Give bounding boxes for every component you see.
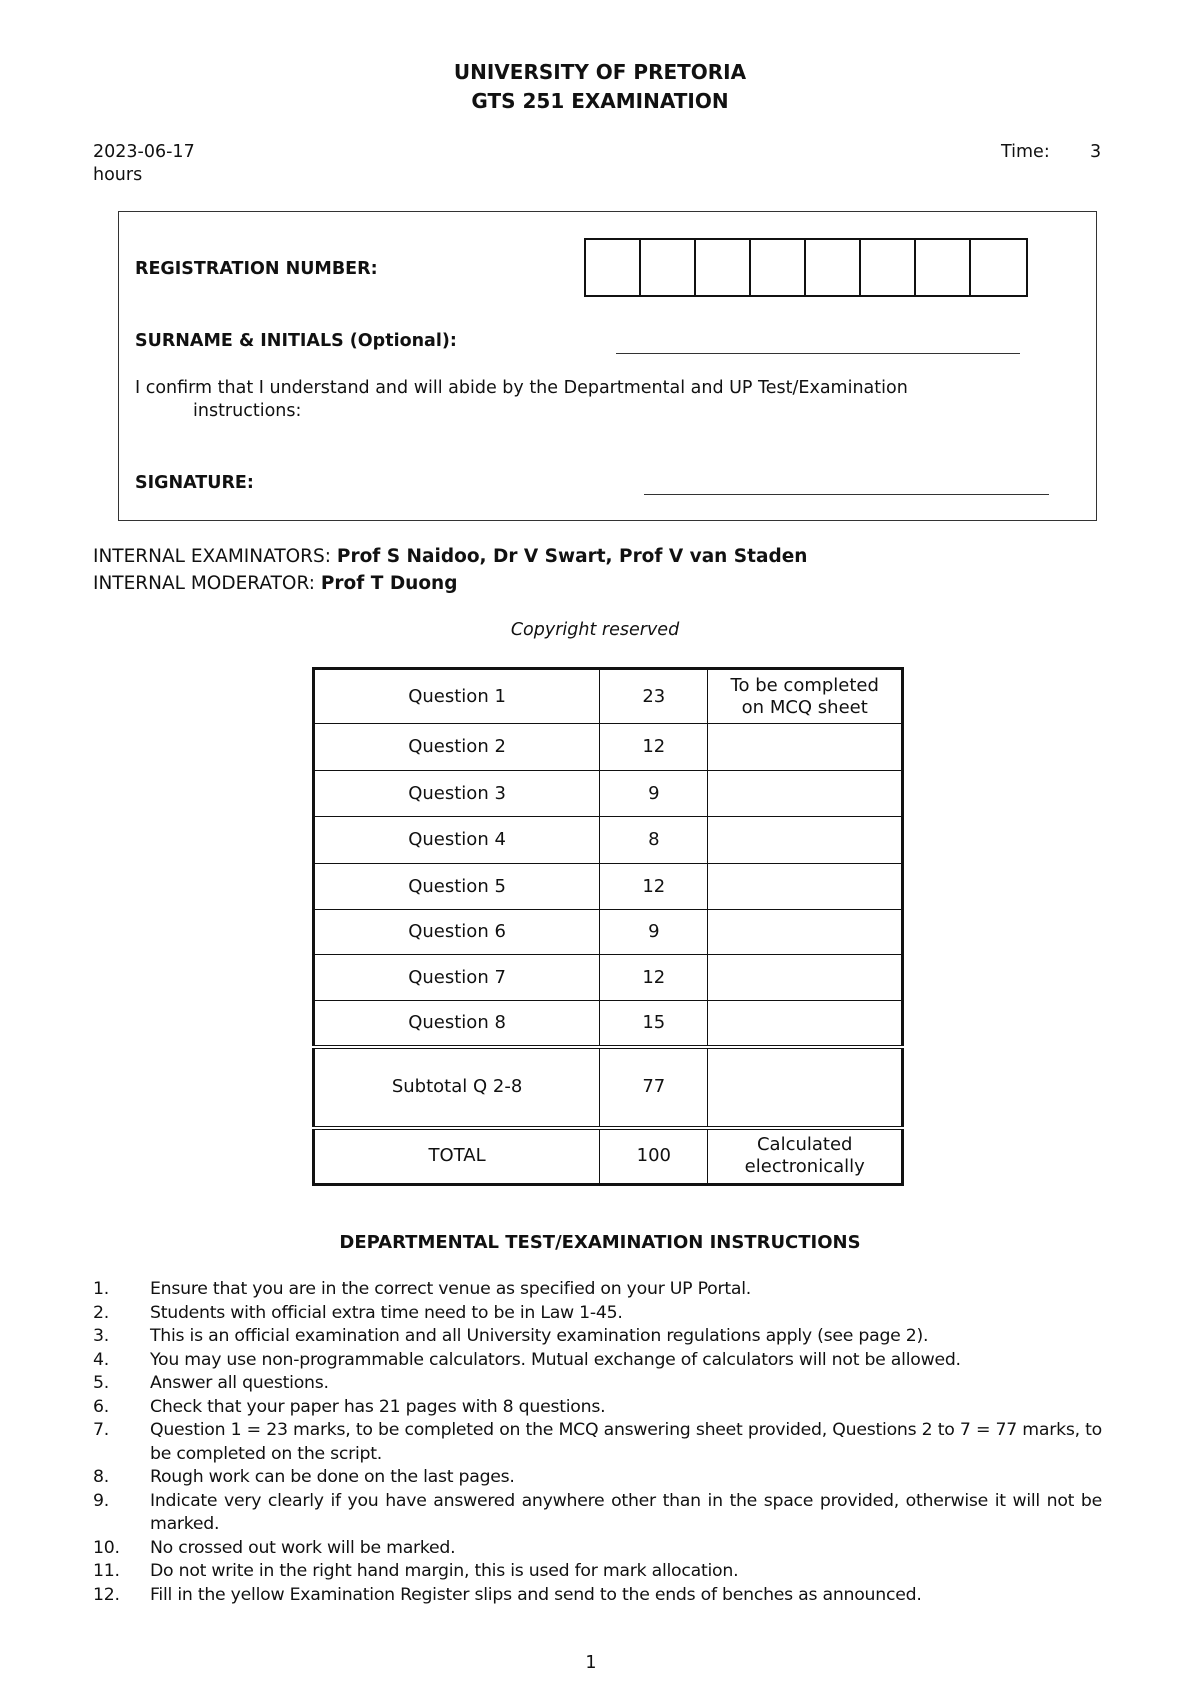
instruction-item <box>93 1278 1102 1302</box>
moderator-name: Prof T Duong <box>320 573 458 594</box>
table-row <box>314 910 903 955</box>
instruction-item <box>93 1490 1102 1537</box>
cell-q: Question 6 <box>314 910 600 955</box>
time-label: Time: <box>1001 142 1050 162</box>
cell-q: Question 8 <box>314 1001 600 1047</box>
table-row <box>314 771 903 817</box>
instruction-text: Fill in the yellow Examination Register slips and send to the ends of benches as announced. <box>150 1584 922 1605</box>
confirm-text: I confirm that I understand and will abide by the Departmental and UP Test/Examination <box>135 378 908 398</box>
moderator-label: INTERNAL MODERATOR: <box>93 573 315 594</box>
table-row <box>314 724 903 771</box>
instruction-item <box>93 1302 1102 1326</box>
signature-line[interactable] <box>644 494 1049 495</box>
exam-date: 2023-06-17 <box>93 142 195 162</box>
cell-q: TOTAL <box>314 1128 600 1185</box>
instruction-item <box>93 1372 1102 1396</box>
cell-marks: 12 <box>600 724 708 771</box>
page-number: 1 <box>585 1653 597 1673</box>
moderator-line <box>93 573 457 594</box>
cell-note <box>708 1047 903 1128</box>
confirm-text-cont: instructions: <box>193 401 302 421</box>
cell-note: To be completed on MCQ sheet <box>708 669 903 724</box>
examiners-line <box>93 546 807 567</box>
instruction-number: 9. <box>93 1490 109 1511</box>
cell-note <box>708 864 903 910</box>
cell-note <box>708 955 903 1001</box>
surname-line[interactable] <box>616 353 1020 354</box>
time-value: 3 <box>1090 142 1102 162</box>
table-row <box>314 1128 903 1185</box>
cell-note <box>708 910 903 955</box>
reg-cell[interactable] <box>586 240 641 295</box>
instruction-number: 8. <box>93 1467 109 1487</box>
registration-number-cells[interactable] <box>584 238 1028 297</box>
instruction-number: 2. <box>93 1302 109 1323</box>
cell-marks: 15 <box>600 1001 708 1047</box>
instruction-item <box>93 1537 1102 1561</box>
instruction-number: 7. <box>93 1420 109 1440</box>
table-row <box>314 864 903 910</box>
instruction-number: 1. <box>93 1279 109 1299</box>
instruction-text: No crossed out work will be marked. <box>150 1537 456 1558</box>
cell-marks: 12 <box>600 955 708 1001</box>
cell-marks: 100 <box>600 1128 708 1185</box>
cell-q: Question 1 <box>314 669 600 724</box>
instruction-number: 10. <box>93 1537 120 1558</box>
marks-table <box>312 667 904 1186</box>
instruction-number: 4. <box>93 1349 109 1370</box>
instruction-number: 5. <box>93 1373 109 1393</box>
instruction-text: Ensure that you are in the correct venue as specified on your UP Portal. <box>150 1279 751 1299</box>
time-unit: hours <box>93 165 143 185</box>
instruction-number: 12. <box>93 1584 120 1605</box>
reg-cell[interactable] <box>641 240 696 295</box>
reg-cell[interactable] <box>751 240 806 295</box>
table-row <box>314 1047 903 1128</box>
instructions-list <box>93 1278 1102 1607</box>
cell-marks: 12 <box>600 864 708 910</box>
reg-cell[interactable] <box>916 240 971 295</box>
instruction-text: Students with official extra time need to be in Law 1-45. <box>150 1302 623 1323</box>
cell-q: Question 2 <box>314 724 600 771</box>
instruction-item <box>93 1419 1102 1466</box>
instruction-number: 3. <box>93 1326 109 1346</box>
signature-label: SIGNATURE: <box>135 473 254 493</box>
cell-marks: 23 <box>600 669 708 724</box>
cell-note <box>708 1001 903 1047</box>
registration-label: REGISTRATION NUMBER: <box>135 259 378 279</box>
table-row <box>314 817 903 864</box>
instruction-text: This is an official examination and all University examination regulations apply (see page 2). <box>150 1326 929 1346</box>
cell-marks: 77 <box>600 1047 708 1128</box>
instruction-text: Rough work can be done on the last pages. <box>150 1467 515 1487</box>
reg-cell[interactable] <box>861 240 916 295</box>
examiners-names: Prof S Naidoo, Dr V Swart, Prof V van Staden <box>336 546 808 567</box>
cell-q: Question 4 <box>314 817 600 864</box>
reg-cell[interactable] <box>806 240 861 295</box>
instruction-item <box>93 1584 1102 1608</box>
instruction-item <box>93 1325 1102 1349</box>
cell-q: Question 7 <box>314 955 600 1001</box>
table-row <box>314 955 903 1001</box>
university-title: UNIVERSITY OF PRETORIA <box>453 60 747 84</box>
instruction-item <box>93 1396 1102 1420</box>
cell-marks: 8 <box>600 817 708 864</box>
instruction-item <box>93 1466 1102 1490</box>
cell-q: Question 5 <box>314 864 600 910</box>
instruction-number: 6. <box>93 1396 109 1417</box>
instruction-text: Do not write in the right hand margin, this is used for mark allocation. <box>150 1561 739 1581</box>
examiners-label: INTERNAL EXAMINATORS: <box>93 546 332 567</box>
instruction-number: 11. <box>93 1561 120 1581</box>
instruction-text: Question 1 = 23 marks, to be completed on the MCQ answering sheet provided, Questions 2 to 7 = 77 marks, to be completed on the script. <box>150 1420 1102 1464</box>
cell-q: Question 3 <box>314 771 600 817</box>
copyright: Copyright reserved <box>510 620 680 640</box>
table-row <box>314 1001 903 1047</box>
instruction-item <box>93 1560 1102 1584</box>
surname-label: SURNAME & INITIALS (Optional): <box>135 331 457 351</box>
cell-marks: 9 <box>600 771 708 817</box>
instruction-text: Indicate very clearly if you have answered anywhere other than in the space provided, otherwise it will not be marked. <box>150 1490 1102 1534</box>
instructions-title: DEPARTMENTAL TEST/EXAMINATION INSTRUCTIONS <box>339 1232 861 1253</box>
instruction-item <box>93 1349 1102 1373</box>
cell-note <box>708 817 903 864</box>
cell-note: Calculated electronically <box>708 1128 903 1185</box>
exam-title: GTS 251 EXAMINATION <box>471 89 729 113</box>
cell-note <box>708 771 903 817</box>
instruction-text: Check that your paper has 21 pages with 8 questions. <box>150 1396 606 1417</box>
instruction-text: You may use non-programmable calculators. Mutual exchange of calculators will not be allowed. <box>150 1349 961 1370</box>
instruction-text: Answer all questions. <box>150 1373 329 1393</box>
cell-note <box>708 724 903 771</box>
cell-marks: 9 <box>600 910 708 955</box>
reg-cell[interactable] <box>971 240 1026 295</box>
table-row <box>314 669 903 724</box>
cell-q: Subtotal Q 2-8 <box>314 1047 600 1128</box>
reg-cell[interactable] <box>696 240 751 295</box>
